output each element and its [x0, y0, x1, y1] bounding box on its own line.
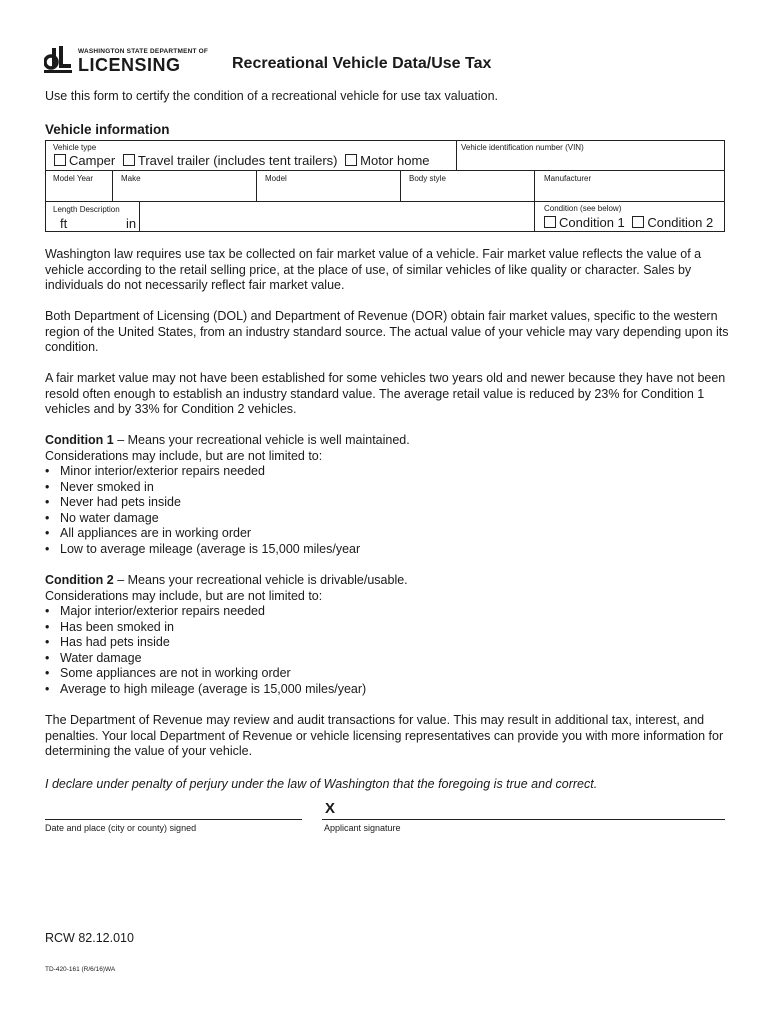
paragraph-audit: The Department of Revenue may review and audit transactions for value. This may result in additional tax, interest, and penalties. Your local Department of Revenue or vehicle licensing representatives can provide you with more information for determining the value of your vehicle.: [45, 713, 724, 758]
paragraph-fair-market: Washington law requires use tax be collected on fair market value of a vehicle. Fair market value reflects the value of a vehicle according to the retail selling price, at the place of use, of similar vehicles of like quality or character. Sales by individuals do not necessarily reflect fair market value.: [45, 247, 702, 292]
body-style-label: Body style: [409, 174, 446, 183]
list-item: • No water damage: [45, 511, 735, 527]
condition-options: [544, 215, 717, 230]
vin-label: Vehicle identification number (VIN): [461, 143, 584, 152]
length-cell: [45, 201, 140, 232]
model-year-label: Model Year: [53, 174, 94, 183]
declaration-text: I declare under penalty of perjury under the law of Washington that the foregoing is true and correct.: [45, 777, 598, 791]
manufacturer-field[interactable]: [534, 170, 725, 202]
dol-logo-icon: [44, 46, 74, 74]
length-in-field[interactable]: in: [126, 216, 137, 231]
vehicle-type-cell: [45, 140, 457, 171]
length-label: Length Description: [53, 205, 120, 214]
list-item: • Never had pets inside: [45, 495, 735, 511]
camper-option[interactable]: Camper: [54, 153, 115, 168]
motor-home-option[interactable]: Motor home: [345, 153, 429, 168]
condition-2-checkbox[interactable]: [632, 216, 644, 228]
description-field[interactable]: [139, 201, 535, 232]
list-item: • Average to high mileage (average is 15,000 miles/year): [45, 682, 735, 698]
agency-name: LICENSING: [78, 55, 181, 75]
vehicle-type-options: [54, 153, 434, 168]
paragraph-dol-dor: Both Department of Licensing (DOL) and Department of Revenue (DOR) obtain fair market values, specific to the western region of the United States, from an industry standard source. The actual value of your vehicle may vary depending upon its condition.: [45, 309, 729, 354]
motor-home-checkbox[interactable]: [345, 154, 357, 166]
condition-1-title: Condition 1: [45, 433, 114, 447]
list-item: • Water damage: [45, 651, 735, 667]
agency-line: WASHINGTON STATE DEPARTMENT OF: [78, 48, 209, 55]
date-place-field[interactable]: [45, 819, 302, 820]
list-item: • Some appliances are not in working order: [45, 666, 735, 682]
signature-x-mark: X: [325, 800, 336, 817]
travel-trailer-option[interactable]: Travel trailer (includes tent trailers): [123, 153, 338, 168]
condition-2-desc: – Means your recreational vehicle is drivable/usable.: [113, 573, 408, 587]
condition-1-section: [45, 433, 735, 557]
condition-2-intro: Considerations may include, but are not limited to:: [45, 588, 323, 603]
condition-2-section: [45, 573, 735, 697]
list-item: • All appliances are in working order: [45, 526, 735, 542]
section-heading: Vehicle information: [45, 122, 170, 137]
applicant-signature-field[interactable]: [322, 819, 725, 820]
list-item: • Has had pets inside: [45, 635, 735, 651]
condition-1-list: [45, 464, 735, 557]
dol-logo: [44, 46, 209, 75]
body-style-field[interactable]: [400, 170, 535, 202]
condition-1-desc: – Means your recreational vehicle is well maintained.: [113, 433, 410, 447]
model-field[interactable]: [256, 170, 401, 202]
model-label: Model: [265, 174, 287, 183]
length-ft-field[interactable]: ft: [60, 216, 68, 231]
list-item: • Minor interior/exterior repairs needed: [45, 464, 735, 480]
list-item: • Low to average mileage (average is 15,000 miles/year: [45, 542, 735, 558]
applicant-signature-label: Applicant signature: [324, 823, 401, 833]
list-item: • Has been smoked in: [45, 620, 735, 636]
form-number: TD-420-161 (R/6/16)WA: [45, 966, 116, 973]
date-place-label: Date and place (city or county) signed: [45, 823, 197, 833]
list-item: • Major interior/exterior repairs needed: [45, 604, 735, 620]
condition-label: Condition (see below): [544, 204, 622, 213]
condition-1-checkbox[interactable]: [544, 216, 556, 228]
condition-cell: [534, 201, 725, 232]
camper-checkbox[interactable]: [54, 154, 66, 166]
make-label: Make: [121, 174, 141, 183]
page-title: Recreational Vehicle Data/Use Tax: [232, 55, 492, 72]
list-item: • Never smoked in: [45, 480, 735, 496]
model-year-field[interactable]: [45, 170, 113, 202]
condition-2-title: Condition 2: [45, 573, 114, 587]
paragraph-reduction: A fair market value may not have been established for some vehicles two years old and newer because they have not been resold often enough to establish an industry standard value. The average retail value is reduced by 23% for Condition 1 vehicles and by 33% for Condition 2 vehicles.: [45, 371, 726, 416]
condition-2-option[interactable]: Condition 2: [632, 215, 713, 230]
condition-1-option[interactable]: Condition 1: [544, 215, 625, 230]
condition-1-intro: Considerations may include, but are not limited to:: [45, 448, 323, 463]
manufacturer-label: Manufacturer: [544, 174, 592, 183]
vin-field[interactable]: [456, 140, 725, 171]
vehicle-type-label: Vehicle type: [53, 143, 97, 152]
intro-text: Use this form to certify the condition of a recreational vehicle for use tax valuation.: [45, 89, 499, 103]
rcw-reference: RCW 82.12.010: [45, 931, 134, 945]
make-field[interactable]: [112, 170, 257, 202]
travel-trailer-checkbox[interactable]: [123, 154, 135, 166]
condition-2-list: [45, 604, 735, 697]
